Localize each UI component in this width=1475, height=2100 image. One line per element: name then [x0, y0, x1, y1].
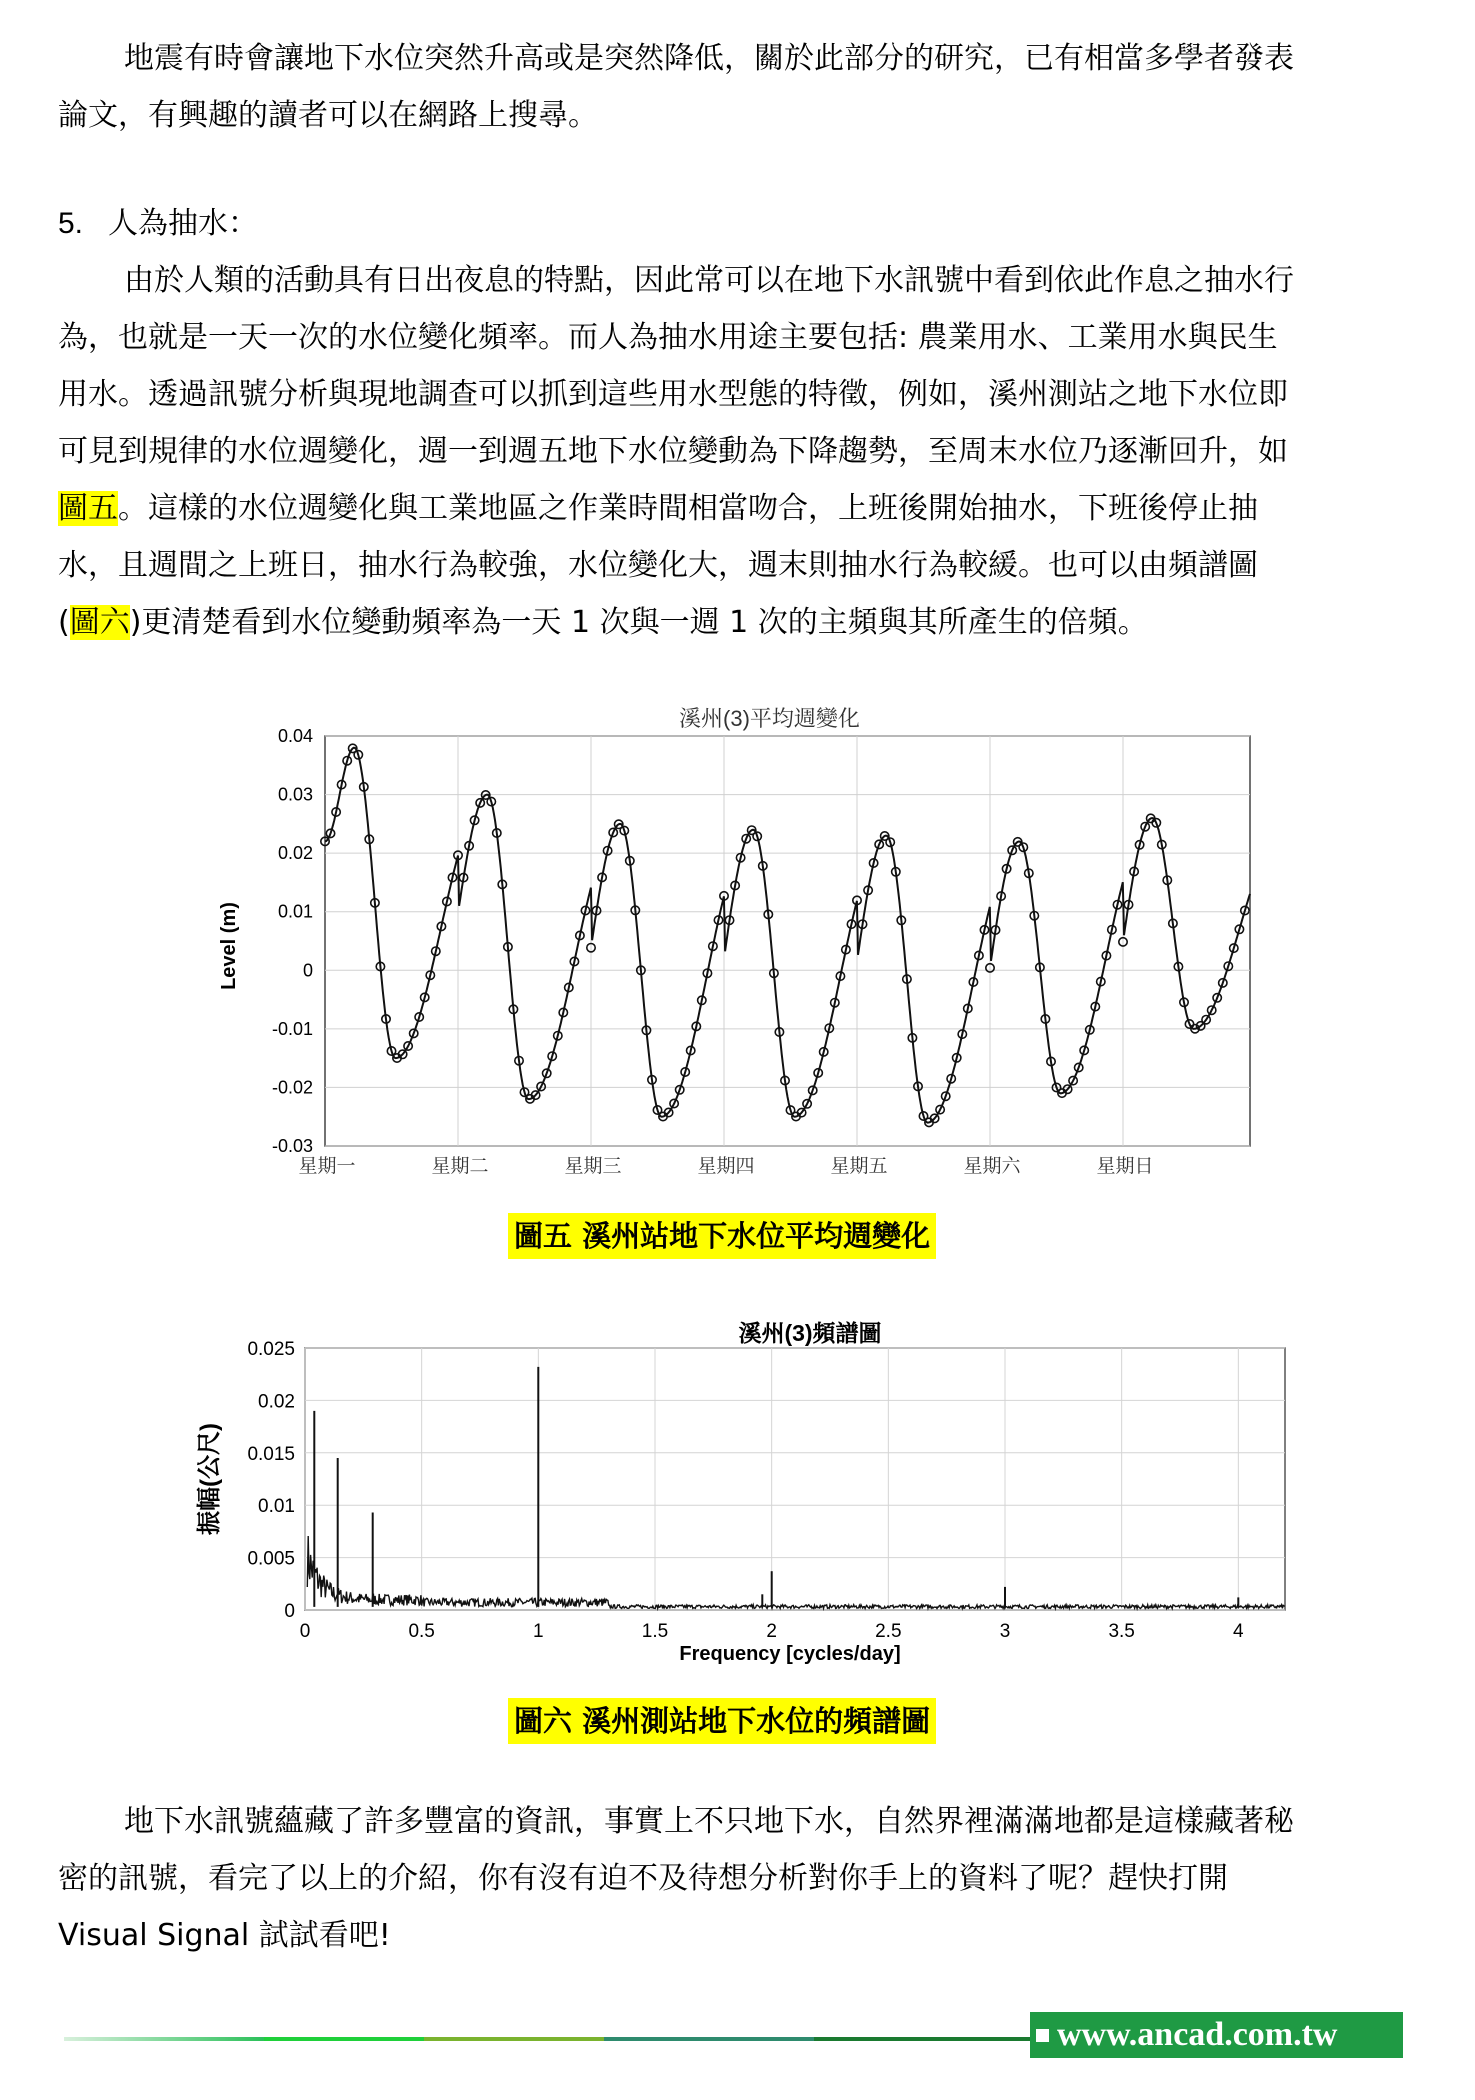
spectrum-chart [180, 1310, 1310, 1702]
x-tick-label: 2 [766, 1621, 777, 1642]
chart-title: 溪州(3)平均週變化 [679, 706, 860, 731]
text-span: 地下水訊號蘊藏了許多豐富的資訊，事實上不只地下水，自然界裡滿滿地都是這樣藏著秘 [124, 1804, 1294, 1839]
footer-rule-segment [604, 2037, 814, 2041]
body-paragraph [58, 252, 1430, 651]
website-url: www.ancad.com.tw [1057, 2016, 1338, 2053]
x-tick-label: 3.5 [1108, 1621, 1135, 1642]
x-tick-label: 1 [533, 1621, 544, 1642]
intro-paragraph [58, 30, 1430, 144]
y-tick-label: 0 [284, 1601, 295, 1622]
x-tick-label: 0 [299, 1621, 311, 1642]
y-tick-label: 0.005 [247, 1548, 295, 1570]
closing-line [58, 1793, 1430, 1850]
y-tick-label: 0.02 [258, 1391, 295, 1413]
text-span: 水，且週間之上班日，抽水行為較強，水位變化大，週末則抽水行為較緩。也可以由頻譜圖 [58, 548, 1258, 583]
text-span: 用水。透過訊號分析與現地調查可以抓到這些用水型態的特徵，例如，溪州測站之地下水位即 [58, 377, 1288, 412]
y-tick-label: -0.01 [271, 1018, 313, 1039]
y-tick-label: -0.02 [271, 1077, 313, 1098]
footer-rule-segment [64, 2037, 264, 2041]
square-bullet-icon [1036, 2029, 1049, 2042]
x-tick-label: 1.5 [641, 1621, 669, 1642]
x-tick-label: 星期二 [431, 1156, 489, 1177]
body-line [58, 594, 1430, 651]
footer-rule-segment [814, 2037, 1030, 2041]
text-span: 論文，有興趣的讀者可以在網路上搜尋。 [58, 98, 598, 133]
closing-line [58, 1907, 1430, 1964]
y-axis-label: 振幅(公尺) [196, 1423, 223, 1535]
text-span: )更清楚看到水位變動頻率為一天 1 次與一週 1 次的主頻與其所產生的倍頻。 [129, 605, 1148, 640]
y-tick-label: 0.04 [277, 726, 313, 746]
y-tick-label: 0.01 [258, 1496, 295, 1518]
y-tick-label: 0.01 [277, 901, 313, 922]
y-tick-label: 0.02 [277, 843, 313, 864]
y-tick-label: 0.015 [247, 1443, 295, 1465]
x-tick-label: 星期日 [1096, 1156, 1154, 1177]
footer-rule-segment [264, 2037, 424, 2041]
intro-line [58, 87, 1430, 144]
website-link[interactable] [1030, 2012, 1403, 2058]
x-tick-label: 2.5 [875, 1621, 902, 1642]
weekly-variation-chart [200, 700, 1280, 1190]
x-tick-label: 星期一 [298, 1156, 356, 1177]
section-number: 5. [58, 207, 84, 240]
x-tick-label: 星期四 [697, 1156, 755, 1177]
text-span: 密的訊號，看完了以上的介紹，你有沒有迫不及待想分析對你手上的資料了呢？趕快打開 [58, 1861, 1228, 1896]
x-tick-label: 4 [1233, 1621, 1244, 1642]
figure-6-caption: 圖六 溪州測站地下水位的頻譜圖 [508, 1698, 936, 1744]
closing-paragraph [58, 1793, 1430, 1964]
body-line [58, 309, 1430, 366]
y-tick-label: -0.03 [271, 1136, 313, 1156]
x-tick-label: 3 [999, 1621, 1011, 1642]
body-line [58, 537, 1430, 594]
chart-title: 溪州(3)頻譜圖 [738, 1320, 882, 1346]
body-line [58, 423, 1430, 480]
text-span: 為，也就是一天一次的水位變化頻率。而人為抽水用途主要包括: 農業用水、工業用水與民生 [58, 320, 1278, 355]
text-span: 地震有時會讓地下水位突然升高或是突然降低，關於此部分的研究，已有相當多學者發表 [124, 41, 1294, 76]
text-span: 可見到規律的水位週變化，週一到週五地下水位變動為下降趨勢，至周末水位乃逐漸回升，如 [58, 434, 1288, 469]
intro-line [58, 30, 1430, 87]
footer-rule-segment [424, 2037, 604, 2041]
body-line [58, 366, 1430, 423]
x-axis-label: Frequency [cycles/day] [679, 1643, 901, 1665]
y-tick-label: 0 [302, 960, 313, 981]
y-axis-label: Level (m) [218, 902, 240, 990]
plot-frame [305, 1348, 1285, 1610]
text-span: ( [58, 605, 70, 640]
x-tick-label: 星期五 [830, 1156, 888, 1177]
body-line [58, 480, 1430, 537]
y-tick-label: 0.03 [277, 784, 313, 805]
closing-line [58, 1850, 1430, 1907]
text-span: 由於人類的活動具有日出夜息的特點，因此常可以在地下水訊號中看到依此作息之抽水行 [124, 263, 1294, 298]
y-tick-label: 0.025 [247, 1339, 295, 1360]
section-heading [58, 200, 258, 248]
section-title: 人為抽水： [108, 206, 258, 241]
x-tick-label: 0.5 [408, 1621, 435, 1642]
figure-reference-6[interactable]: 圖六 [69, 605, 130, 640]
text-span: 。這樣的水位週變化與工業地區之作業時間相當吻合，上班後開始抽水，下班後停止抽 [118, 491, 1258, 526]
body-line [58, 252, 1430, 309]
figure-reference-5[interactable]: 圖五 [58, 491, 118, 526]
figure-5-caption: 圖五 溪州站地下水位平均週變化 [508, 1213, 936, 1259]
text-span: Visual Signal 試試看吧! [58, 1918, 391, 1953]
x-tick-label: 星期六 [963, 1156, 1021, 1177]
x-tick-label: 星期三 [564, 1156, 622, 1177]
